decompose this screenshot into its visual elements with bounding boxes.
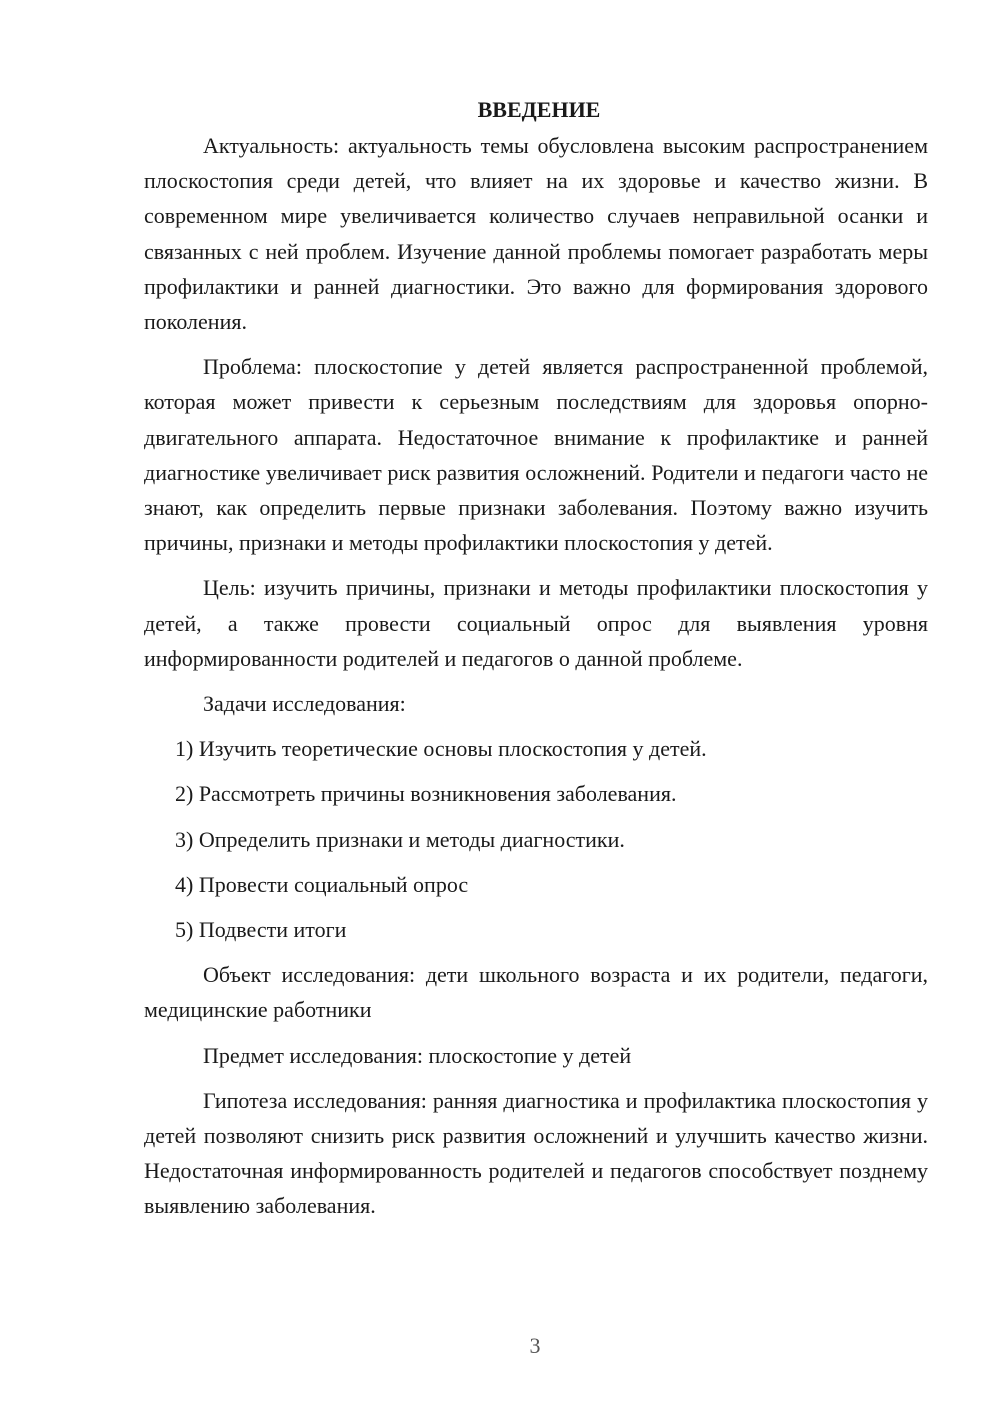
page-title: ВВЕДЕНИЕ [477,97,601,122]
problem-paragraph: Проблема: плоскостопие у детей является распространенной проблемой, которая может привести к серьезным последствиям для здоровья опорно-двигательного аппарата. Недостаточное внимание к профилактике и ранней диагностике увеличивает риск развития осложнений. Родители и педагоги часто не знают, как определить первые признаки заболевания. Поэтому важно изучить причины, признаки и методы профилактики плоскостопия у детей. [144,354,928,556]
hypothesis-paragraph: Гипотеза исследования: ранняя диагностика и профилактика плоскостопия у детей позволяют снизить риск развития осложнений и улучшить качество жизни. Недостаточная информированность родителей и педагогов способствует позднему выявлению заболевания. [144,1087,928,1219]
list-item: 4) Провести социальный опрос [175,871,469,897]
list-item: 2) Рассмотреть причины возникновения заболевания. [175,781,677,807]
document-page [144,92,928,1234]
tasks-title: Задачи исследования: [203,691,406,717]
object-paragraph: Объект исследования: дети школьного возраста и их родители, педагоги, медицинские работники [144,962,928,1023]
relevance-paragraph: Актуальность: актуальность темы обусловлена высоким распространением плоскостопия среди детей, что влияет на их здоровье и качество жизни. В современном мире увеличивается количество случаев неправильной осанки и связанных с ней проблем. Изучение данной проблемы помогает разработать меры профилактики и ранней диагностики. Это важно для формирования здорового поколения. [144,133,928,335]
list-item: 1) Изучить теоретические основы плоскостопия у детей. [175,736,707,762]
page-number: 3 [529,1333,541,1358]
tasks-list [144,731,928,947]
list-item: 3) Определить признаки и методы диагностики. [175,826,625,852]
subject-paragraph: Предмет исследования: плоскостопие у детей [203,1042,632,1068]
list-item: 5) Подвести итоги [175,917,347,943]
goal-paragraph: Цель: изучить причины, признаки и методы профилактики плоскостопия у детей, а также провести социальный опрос для выявления уровня информированности родителей и педагогов о данной проблеме. [144,575,928,671]
